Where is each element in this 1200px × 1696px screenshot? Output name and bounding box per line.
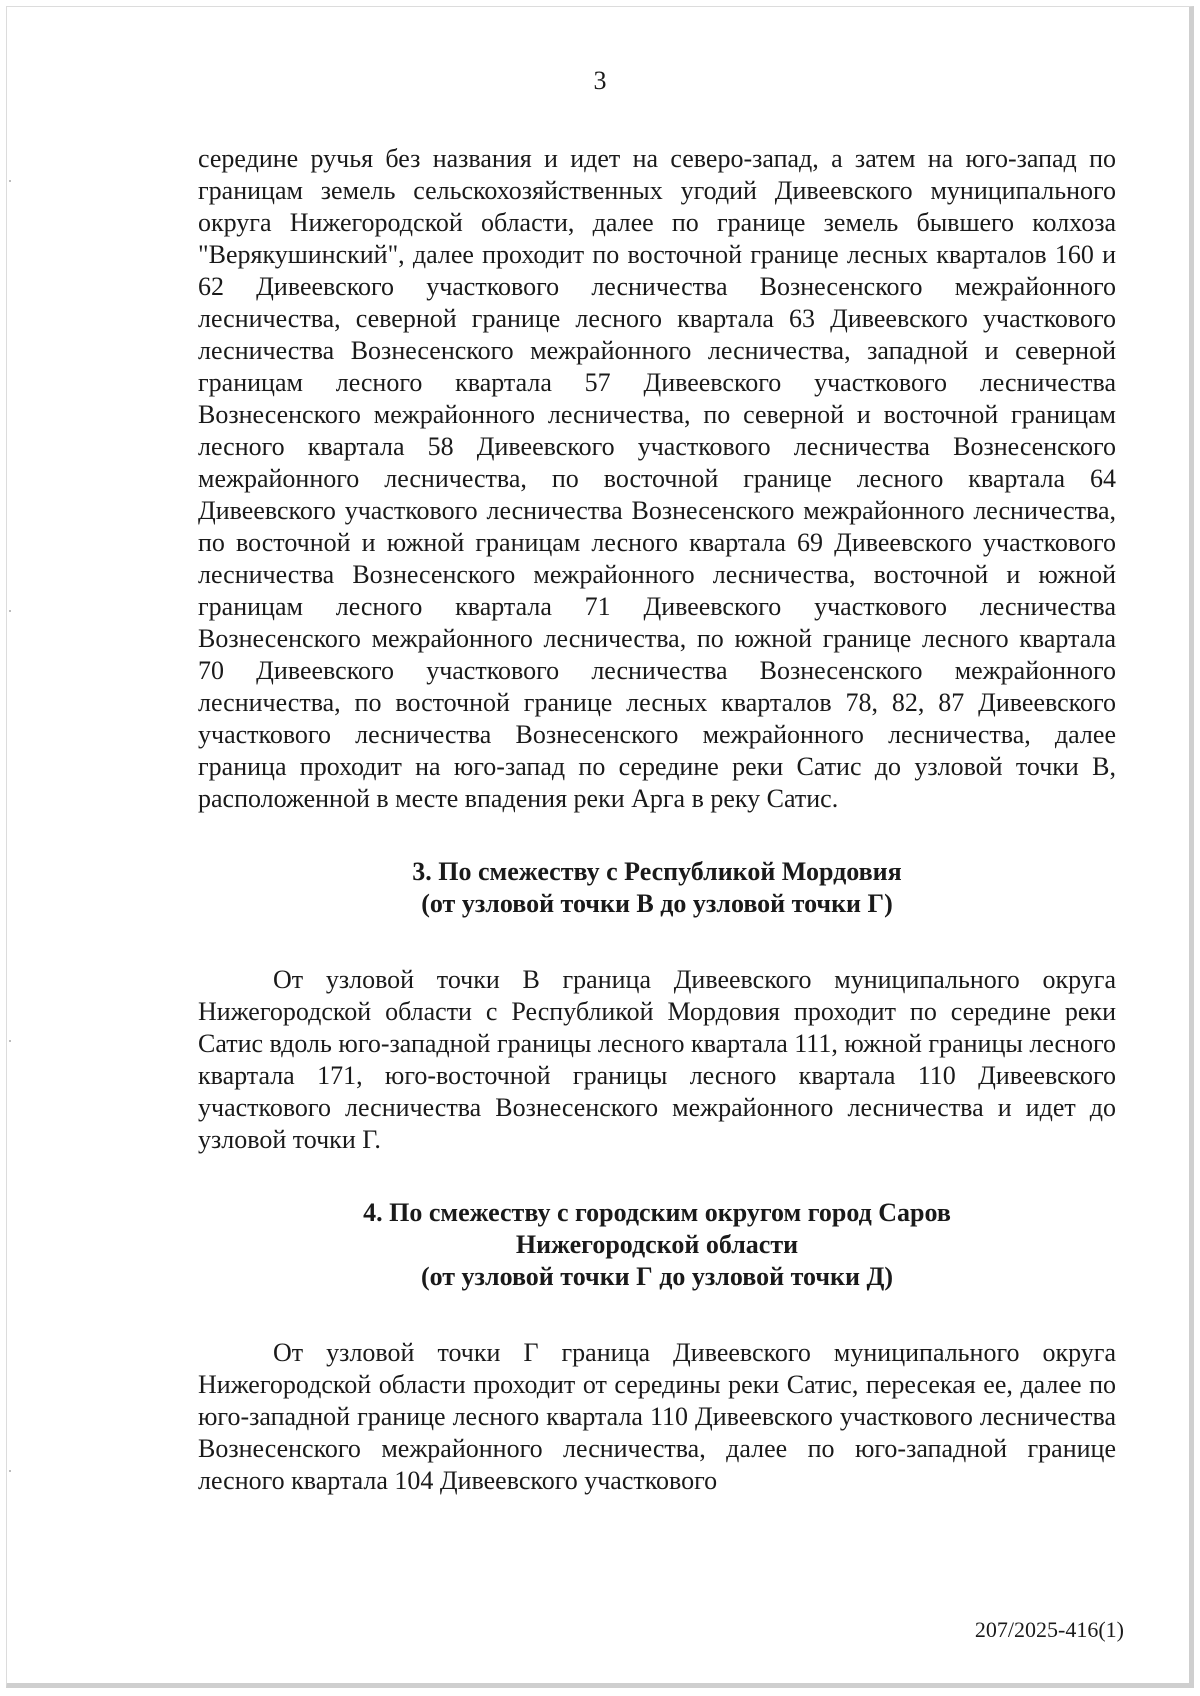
section-3-heading [198, 856, 1116, 920]
scan-speck [9, 1040, 11, 1042]
section-3-heading-line-2: (от узловой точки В до узловой точки Г) [421, 889, 893, 918]
section-3-paragraph: От узловой точки В граница Дивеевского муниципального округа Нижегородской области с Республикой Мордовия проходит по середине реки Сатис вдоль юго-западной границы лесного квартала 111, южной границы лесного квартала 171, юго-восточной границы лесного квартала 110 Дивеевского участкового лесничества Вознесенского межрайонного лесничества и идет до узловой точки Г. [198, 965, 1116, 1154]
page-number: 3 [593, 66, 607, 95]
document-body [198, 143, 1116, 1497]
section-4-heading-line-1: 4. По смежеству с городским округом город Саров [363, 1198, 951, 1227]
document-code: 207/2025-416(1) [974, 1617, 1124, 1642]
intro-paragraph: середине ручья без названия и идет на северо-запад, а затем на юго-запад по границам земель сельскохозяйственных угодий Дивеевского муниципального округа Нижегородской области, далее по границе земель бывшего колхоза "Верякушинский", далее проходит по восточной границе лесных кварталов 160 и 62 Дивеевского участкового лесничества Вознесенского межрайонного лесничества, северной границе лесного квартала 63 Дивеевского участкового лесничества Вознесенского межрайонного лесничества, западной и северной границам лесного квартала 57 Дивеевского участкового лесничества Вознесенского межрайонного лесничества, по северной и восточной границам лесного квартала 58 Дивеевского участкового лесничества Вознесенского межрайонного лесничества, по восточной границе лесного квартала 64 Дивеевского участкового лесничества Вознесенского межрайонного лесничества, по восточной и южной границам лесного квартала 69 Дивеевского участкового лесничества Вознесенского межрайонного лесничества, восточной и южной границам лесного квартала 71 Дивеевского участкового лесничества Вознесенского межрайонного лесничества, по южной границе лесного квартала 70 Дивеевского участкового лесничества Вознесенского межрайонного лесничества, по восточной границе лесных кварталов 78, 82, 87 Дивеевского участкового лесничества Вознесенского межрайонного лесничества, далее граница проходит на юго-запад по середине реки Сатис до узловой точки В, расположенной в месте впадения реки Арга в реку Сатис. [198, 144, 1116, 813]
scan-speck [9, 1470, 11, 1472]
section-4-paragraph: От узловой точки Г граница Дивеевского муниципального округа Нижегородской области проходит от середины реки Сатис, пересекая ее, далее по юго-западной границе лесного квартала 110 Дивеевского участкового лесничества Вознесенского межрайонного лесничества, далее по юго-западной границе лесного квартала 104 Дивеевского участкового [198, 1338, 1116, 1495]
section-4-heading-line-2: Нижегородской области [515, 1230, 799, 1259]
section-4-heading-line-3: (от узловой точки Г до узловой точки Д) [420, 1262, 894, 1291]
section-3-heading-line-1: 3. По смежеству с Республикой Мордовия [412, 857, 902, 886]
scan-speck [9, 180, 11, 182]
section-4-heading [198, 1197, 1116, 1293]
scan-speck [9, 610, 11, 612]
